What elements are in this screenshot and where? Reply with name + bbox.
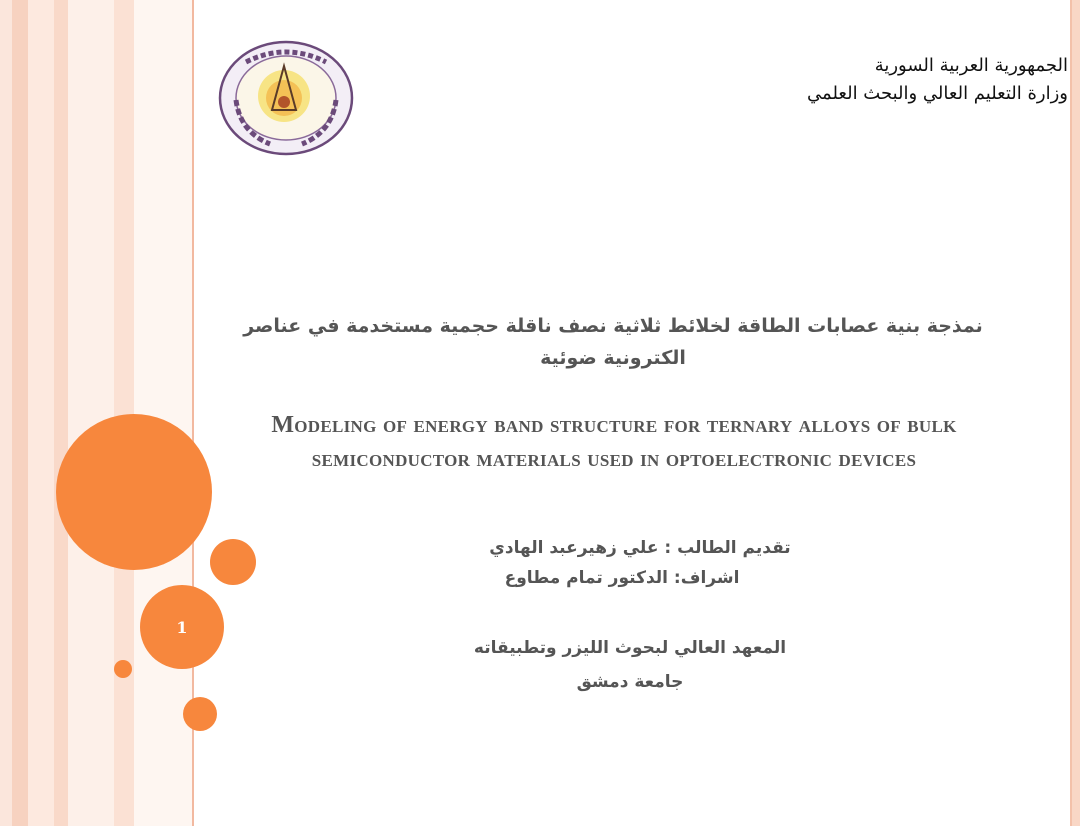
header-line-2: وزارة التعليم العالي والبحث العلمي [807, 83, 1068, 104]
stripe [134, 0, 192, 826]
right-border [1072, 0, 1080, 826]
slide-number-badge [140, 585, 224, 669]
university-seal-icon [218, 40, 354, 156]
arabic-title: نمذجة بنية عصابات الطاقة لخلائط ثلاثية نصف ناقلة حجمية مستخدمة في عناصر الكترونية ضوئية [243, 315, 983, 369]
decorative-circle-large [56, 414, 212, 570]
left-decorative-stripes [0, 0, 200, 826]
decorative-circle-small-2 [183, 697, 217, 731]
decorative-circle-small [114, 660, 132, 678]
ministry-header [807, 52, 1068, 108]
header-line-1: الجمهورية العربية السورية [874, 55, 1068, 76]
stripe [68, 0, 114, 826]
stripe [0, 0, 12, 826]
university-logo [218, 40, 354, 156]
institute-name: المعهد العالي لبحوث الليزر وتطبيقاته [473, 638, 787, 658]
student-name: تقديم الطالب : علي زهيرعبد الهادي [489, 538, 791, 558]
stripe [28, 0, 54, 826]
university-name: جامعة دمشق [576, 672, 684, 692]
stripe [54, 0, 68, 826]
decorative-circle-medium [210, 539, 256, 585]
stripe [114, 0, 134, 826]
stripe [12, 0, 28, 826]
supervisor-name: اشراف: الدكتور تمام مطاوع [504, 568, 740, 588]
english-title: Modeling of energy band structure for ternary alloys of bulk semiconductor materials used in optoelectronic devices [271, 412, 957, 472]
slide-number: 1 [176, 617, 188, 637]
